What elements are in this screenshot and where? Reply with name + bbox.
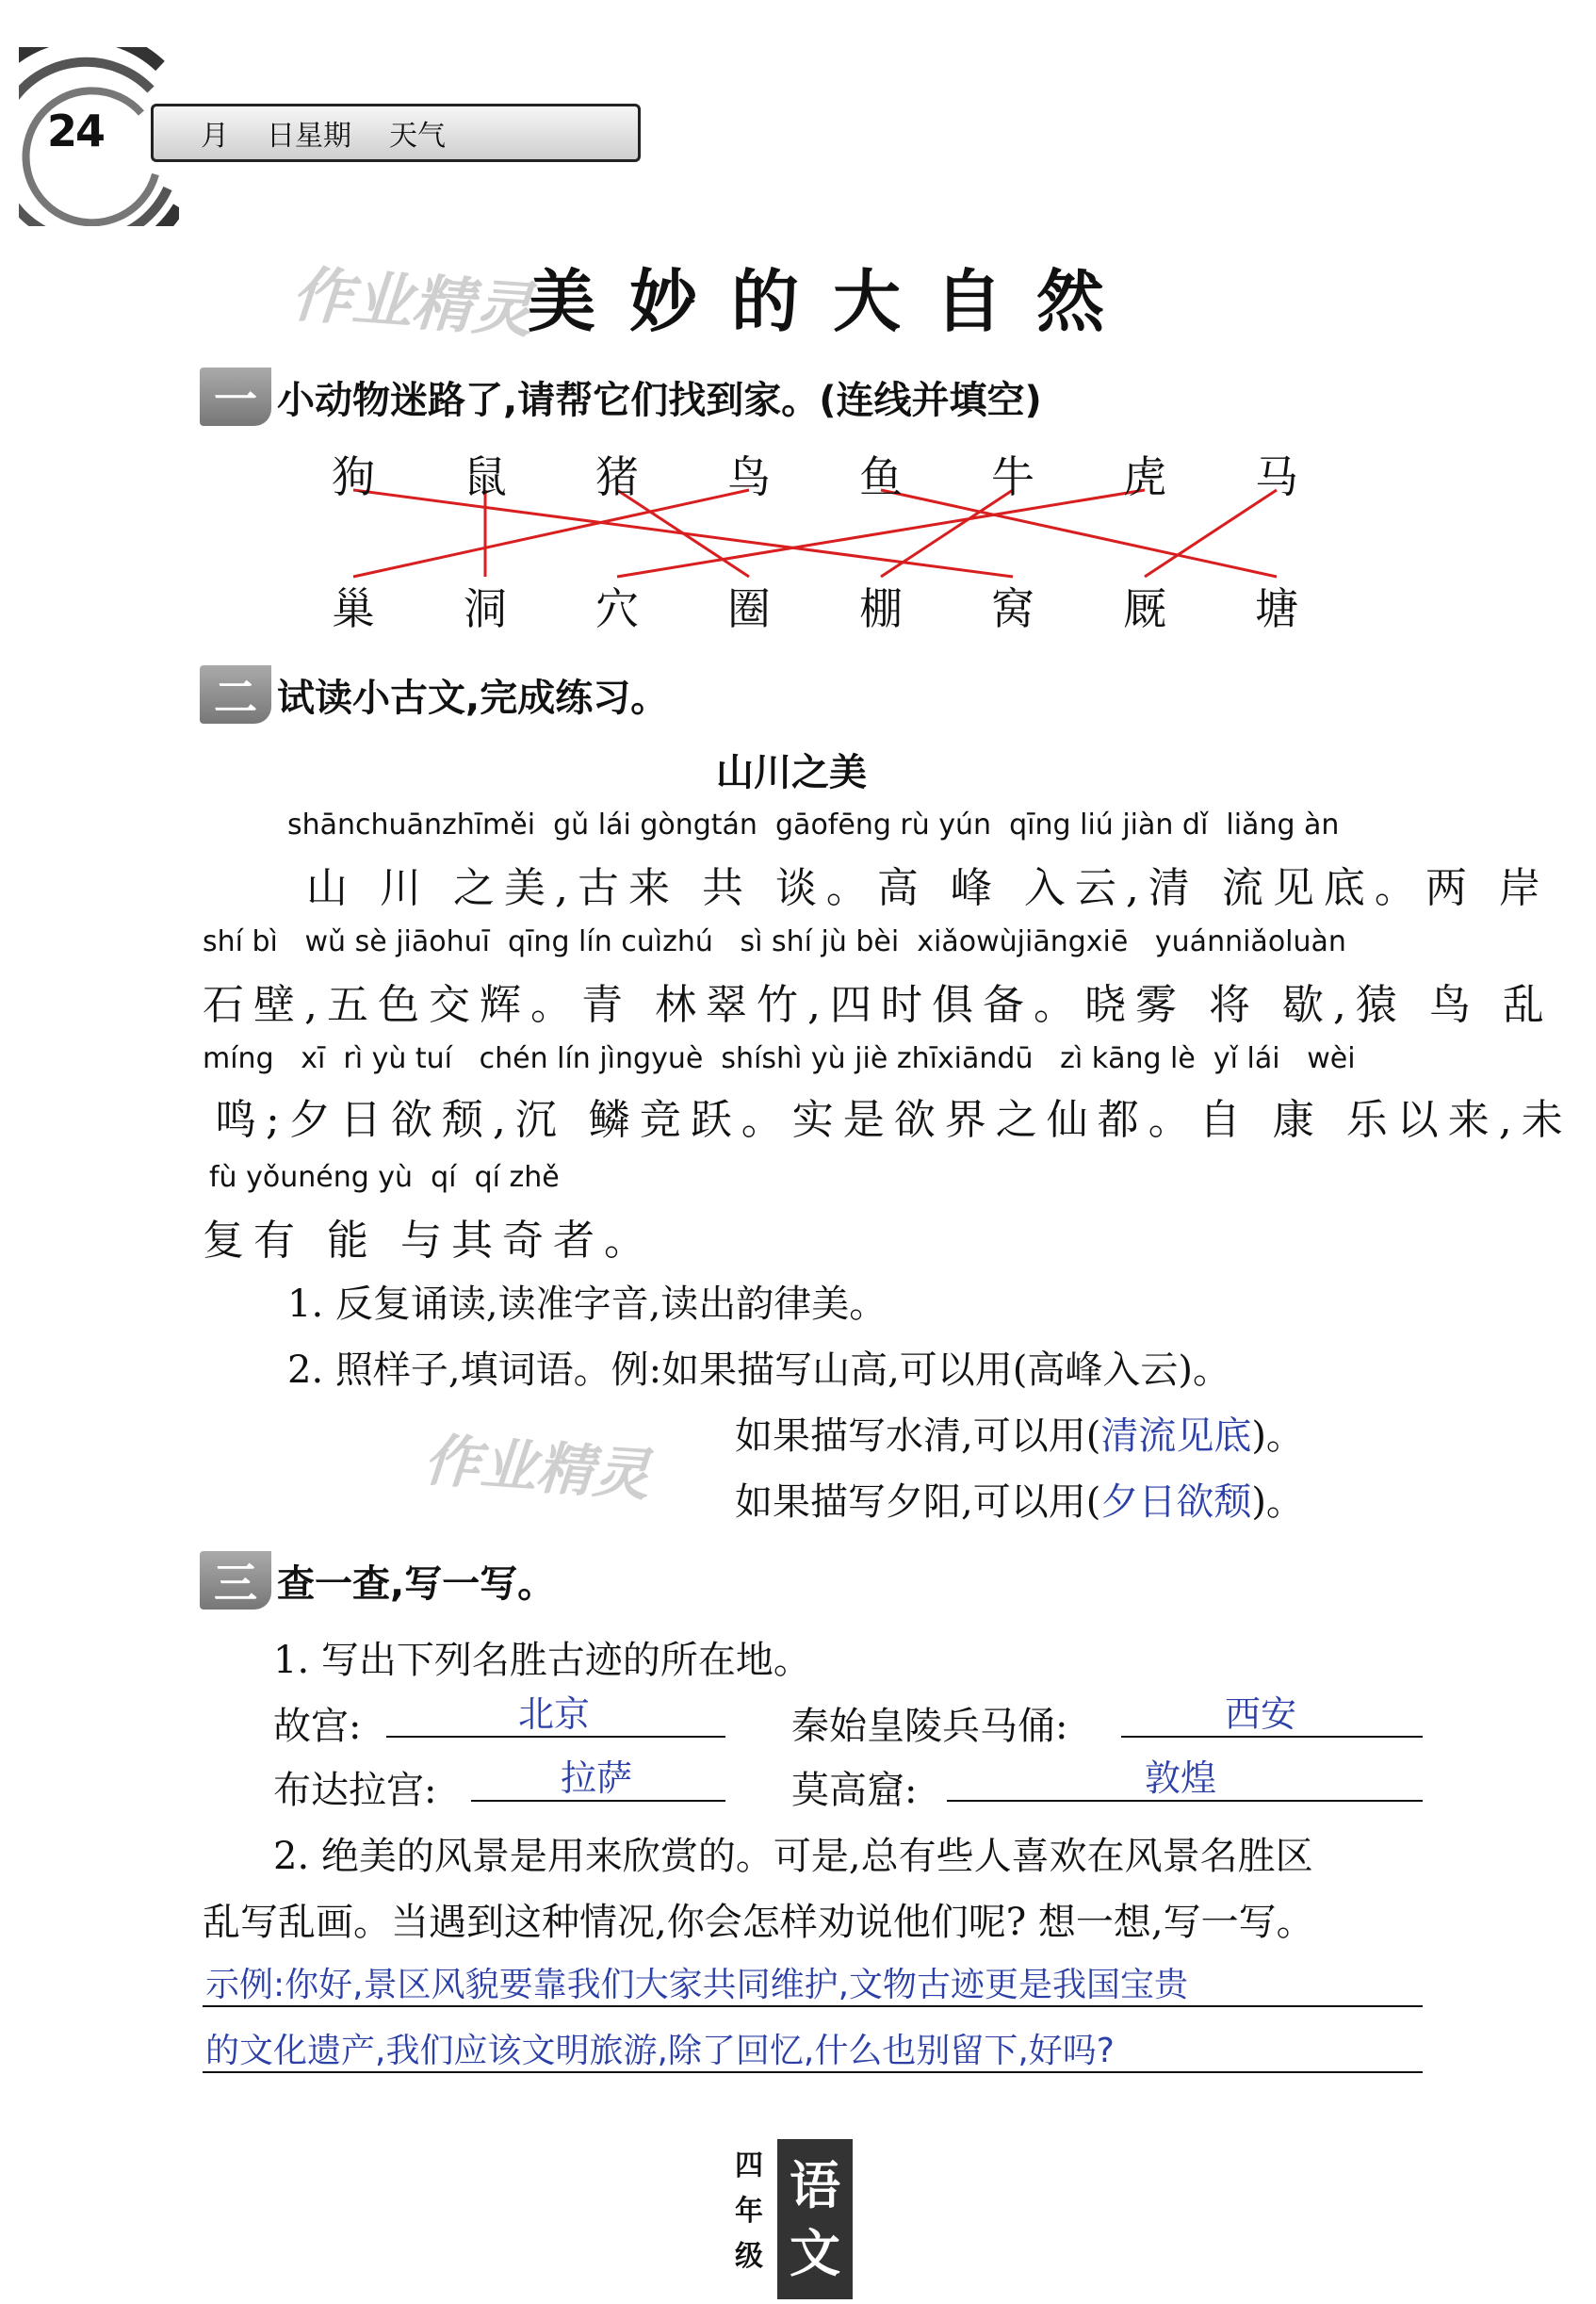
section-title: 小动物迷路了,请帮它们找到家。(连线并填空)	[277, 378, 1042, 422]
page-number: 24	[47, 106, 105, 156]
text-line: 石壁,五色交辉。青 林翠竹,四时俱备。晓雾 将 歇,猿 鸟 乱	[203, 981, 1554, 1029]
animal-char: 马	[1255, 451, 1298, 502]
paren: )。	[1251, 1414, 1304, 1458]
poem-title: 山川之美	[716, 751, 867, 794]
answer-line: 示例:你好,景区风貌要靠我们大家共同维护,文物古迹更是我国宝贵	[205, 1966, 1189, 2004]
animal-char: 虎	[1123, 451, 1166, 502]
pinyin-line: shānchuānzhīměi gǔ lái gòngtán gāofēng rù yún qīng liú jiàn dǐ liǎng àn	[287, 809, 1340, 842]
pinyin-line: míng xī rì yù tuí chén lín jìngyuè shíshì yù jiè zhīxiāndū zì kāng lè yǐ lái wèi	[203, 1042, 1356, 1075]
fill-line-sunset	[735, 1472, 1304, 1526]
animal-char: 牛	[991, 451, 1034, 502]
grade-char: 年	[735, 2195, 763, 2228]
section-badge: 三	[200, 1551, 271, 1610]
fill-line-water	[735, 1406, 1304, 1460]
watermark: 作业精灵	[421, 1427, 652, 1510]
section-3-header	[200, 1551, 555, 1610]
weekday-label: 日星期	[267, 120, 351, 153]
site-label: 秦始皇陵兵马俑:	[791, 1705, 1068, 1748]
question-1: 1. 反复诵读,读准字音,读出韵律美。	[287, 1283, 888, 1326]
weather-label: 天气	[389, 120, 446, 153]
answer-rule	[203, 2005, 1423, 2007]
chapter-title: 美妙的大自然	[528, 261, 1139, 341]
text-line: 复有 能 与其奇者。	[203, 1217, 655, 1265]
month-label: 月	[201, 120, 229, 153]
answer-water: 清流见底	[1100, 1414, 1252, 1458]
match-line	[881, 490, 1277, 577]
home-char: 塘	[1255, 583, 1298, 634]
prompt: 如果描写水清,可以用(	[735, 1414, 1101, 1458]
text-line: 鸣;夕日欲颓,沉 鳞竞跃。实是欲界之仙都。自 康 乐以来,未	[215, 1096, 1572, 1144]
subject-badge	[777, 2139, 853, 2299]
pinyin-line: fù yǒunéng yù qí qí zhě	[209, 1161, 560, 1194]
text-line: 山 川 之美,古来 共 谈。高 峰 入云,清 流见底。两 岸	[306, 864, 1550, 912]
animal-char: 鸟	[727, 451, 771, 502]
section-title: 查一查,写一写。	[277, 1561, 556, 1606]
animal-char: 鱼	[859, 451, 903, 502]
animal-char: 猪	[595, 451, 639, 502]
home-char: 厩	[1123, 583, 1166, 634]
site-label: 布达拉宫:	[273, 1769, 437, 1812]
home-char: 巢	[332, 583, 375, 634]
section-badge: 二	[200, 665, 271, 724]
site-label: 故宫:	[273, 1705, 362, 1748]
section-title: 试读小古文,完成练习。	[277, 676, 669, 720]
grade-label	[730, 2144, 768, 2279]
site-answer: 西安	[1225, 1693, 1297, 1735]
grade-char: 四	[735, 2149, 763, 2182]
site-label: 莫高窟:	[791, 1769, 918, 1812]
pinyin-line: shí bì wǔ sè jiāohuī qīng lín cuìzhú sì shí jù bèi xiǎowùjiāngxiē yuánniǎoluàn	[203, 925, 1346, 958]
subject-char: 语	[790, 2155, 840, 2215]
question-2: 2. 照样子,填词语。例:如果描写山高,可以用(高峰入云)。	[287, 1348, 1230, 1392]
question-1: 1. 写出下列名胜古迹的所在地。	[273, 1639, 811, 1682]
answer-line: 的文化遗产,我们应该文明旅游,除了回忆,什么也别留下,好吗?	[205, 2032, 1115, 2070]
watermark: 作业精灵	[289, 260, 535, 347]
section-2-header	[200, 665, 668, 724]
answer-rule	[203, 2071, 1423, 2073]
subject-char: 文	[790, 2223, 840, 2283]
section-badge: 一	[200, 368, 271, 426]
paren: )。	[1251, 1480, 1304, 1524]
animal-char: 鼠	[464, 451, 507, 502]
prompt: 如果描写夕阳,可以用(	[735, 1480, 1101, 1524]
home-char: 圈	[727, 583, 771, 634]
home-char: 窝	[991, 583, 1034, 634]
question-2-cont: 乱写乱画。当遇到这种情况,你会怎样劝说他们呢? 想一想,写一写。	[203, 1901, 1314, 1944]
answer-sunset: 夕日欲颓	[1100, 1480, 1252, 1524]
question-2: 2. 绝美的风景是用来欣赏的。可是,总有些人喜欢在风景名胜区	[273, 1835, 1313, 1878]
site-answer: 拉萨	[561, 1757, 633, 1799]
site-answer: 北京	[518, 1693, 591, 1735]
grade-char: 级	[735, 2240, 763, 2273]
site-answer: 敦煌	[1145, 1757, 1217, 1799]
animal-char: 狗	[332, 451, 375, 502]
home-char: 棚	[859, 583, 903, 634]
home-char: 穴	[595, 583, 639, 634]
home-char: 洞	[464, 583, 507, 634]
